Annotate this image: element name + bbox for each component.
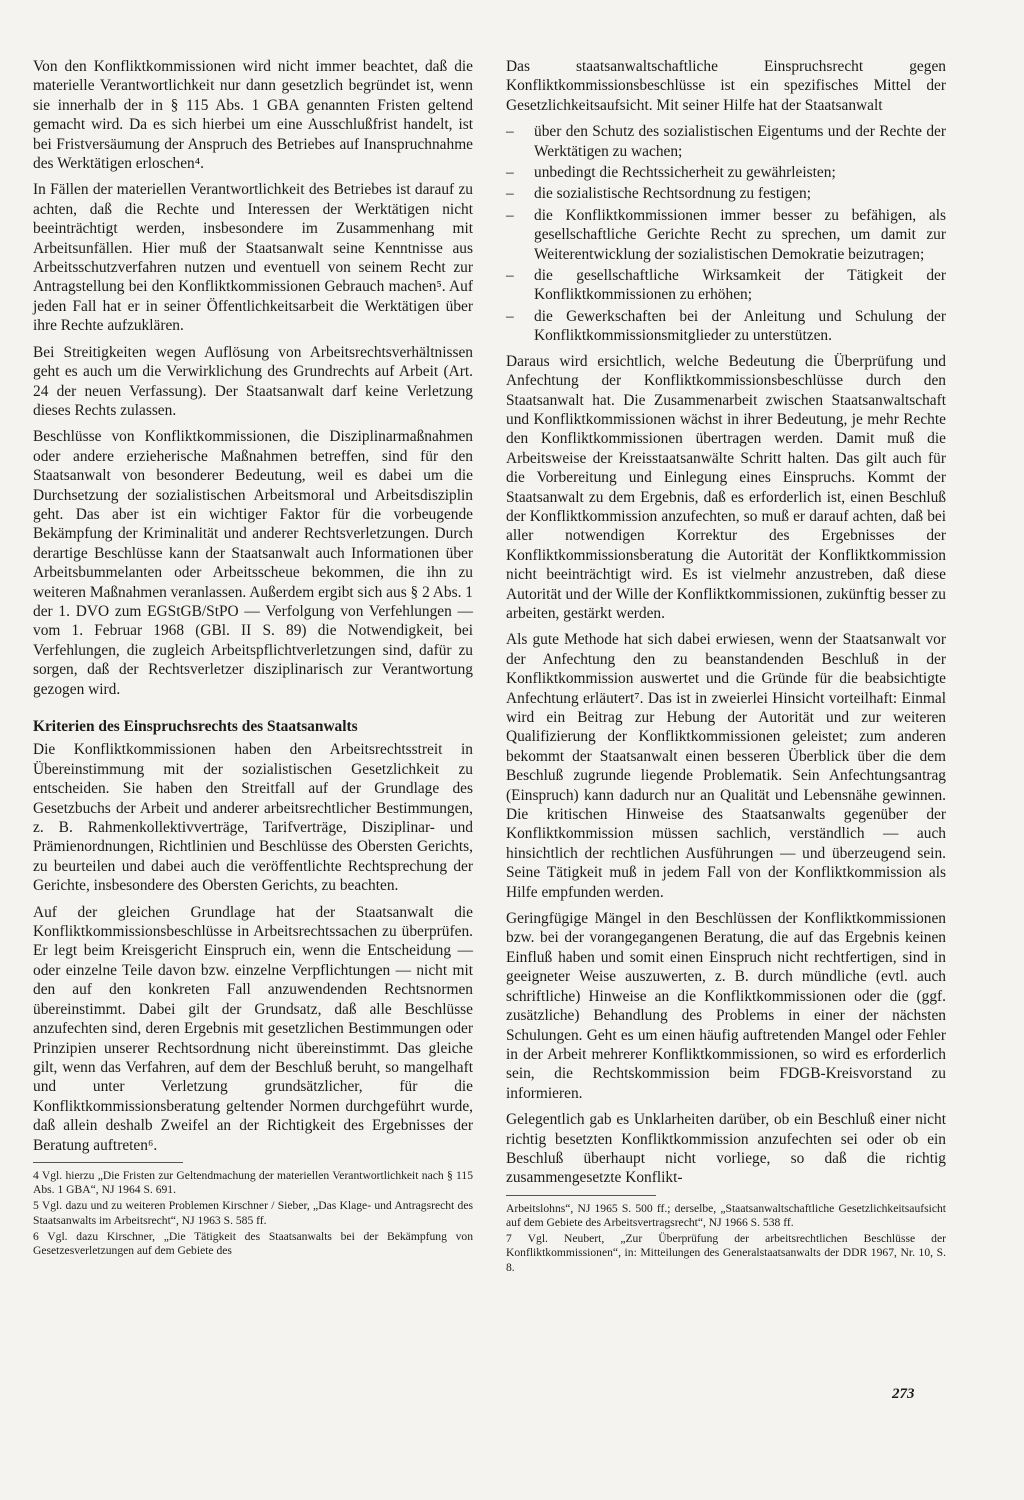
list-item: – die Konfliktkommissionen immer besser zu befähigen, als gesellschaftliche Gerichte Recht zu sprechen, um damit zur Weiterentwicklung der sozialistischen Demokratie beizutragen; bbox=[506, 206, 946, 264]
right-column bbox=[506, 57, 946, 1277]
footnote: 5 Vgl. dazu und zu weiteren Problemen Kirschner / Sieber, „Das Klage- und Antragsrecht des Staatsanwalts im Arbeitsrecht“, NJ 1963 S. 585 ff. bbox=[33, 1199, 473, 1227]
footnote: 7 Vgl. Neubert, „Zur Überprüfung der arbeitsrechtlichen Beschlüsse der Konfliktkommissionen“, in: Mitteilungen des Generalstaatsanwalts der DDR 1967, Nr. 10, S. 8. bbox=[506, 1232, 946, 1274]
paragraph: Das staatsanwaltschaftliche Einspruchsrecht gegen Konfliktkommissionsbeschlüsse ist ein spezifisches Mittel der Gesetzlichkeitsaufsicht. Mit seiner Hilfe hat der Staatsanwalt bbox=[506, 58, 946, 114]
list-item: – die sozialistische Rechtsordnung zu festigen; bbox=[506, 184, 946, 203]
list-item: – über den Schutz des sozialistischen Eigentums und der Rechte der Werktätigen zu wachen; bbox=[506, 122, 946, 161]
paragraph: In Fällen der materiellen Verantwortlichkeit des Betriebes ist darauf zu achten, daß die Rechte und Interessen der Werktätigen nicht beeinträchtigt werden, insbesondere im Zusammenhang mit Arbeitsunfällen. Hier muß der Staatsanwalt seine Kenntnisse aus Arbeitsschutzverfahren nutzen und eventuell von seinem Recht zur Antragstellung bei den Konfliktkommissionen Gebrauch machen⁵. Auf jeden Fall hat er in seiner Öffentlichkeitsarbeit die Werktätigen über ihre Rechte aufzuklären. bbox=[33, 181, 473, 335]
list-item: – unbedingt die Rechtssicherheit zu gewährleisten; bbox=[506, 163, 946, 182]
list-item: – die gesellschaftliche Wirksamkeit der Tätigkeit der Konfliktkommissionen zu erhöhen; bbox=[506, 266, 946, 305]
paragraph: Geringfügige Mängel in den Beschlüssen der Konfliktkommissionen bzw. bei der vorangegangenen Beratung, die auf das Ergebnis keinen Einfluß haben und somit einen Einspruch nicht rechtfertigen, sind in geeigneter Weise auszuwerten, z. B. durch mündliche (evtl. auch schriftliche) Hinweise an die Konfliktkommissionen oder die (ggf. zusätzliche) Behandlung des Problems in einer der nächsten Schulungen. Geht es um einen häufig auftretenden Mangel oder Fehler in der Arbeit mehrerer Konfliktkommissionen, so wird es erforderlich sein, die Rechtskommission beim FDGB-Kreisvorstand zu informieren. bbox=[506, 910, 946, 1102]
paragraph: Gelegentlich gab es Unklarheiten darüber, ob ein Beschluß einer nicht richtig besetzten Konfliktkommission anzufechten sei oder ob ein Beschluß überhaupt nicht vorliege, so daß die richtig zusammengesetzte Konflikt- bbox=[506, 1111, 946, 1187]
footnote: 4 Vgl. hierzu „Die Fristen zur Geltendmachung der materiellen Verantwortlichkeit nach § 115 Abs. 1 GBA“, NJ 1964 S. 691. bbox=[33, 1168, 473, 1197]
paragraph: Daraus wird ersichtlich, welche Bedeutung die Überprüfung und Anfechtung der Konfliktkommissionsbeschlüsse durch den Staatsanwalt hat. Die Zusammenarbeit zwischen Staatsanwaltschaft und Konfliktkommissionen wächst in ihrer Bedeutung, je mehr Rechte den Konfliktkommissionen übertragen werden. Damit muß die Arbeitsweise der Kreisstaatsanwälte Schritt halten. Das gilt auch für die Vorbereitung und Einlegung eines Einspruchs. Kommt der Staatsanwalt zu dem Ergebnis, daß es erforderlich ist, einen Beschluß der Konfliktkommission anzufechten, so muß er darauf achten, daß bei aller notwendigen Korrektur des Ergebnisses der Konfliktkommissionsberatung die Autorität der Konfliktkommission nicht beeinträchtigt wird. Es ist vielmehr anzustreben, daß diese Autorität und der Wille der Konfliktkommissionen, zukünftig besser zu arbeiten, gestärkt werden. bbox=[506, 352, 946, 622]
paragraph: Beschlüsse von Konfliktkommissionen, die Disziplinarmaßnahmen oder andere erzieherische Maßnahmen betreffen, sind für den Staatsanwalt von besonderer Bedeutung, weil es dabei um die Durchsetzung der sozialistischen Arbeitsmoral und Arbeitsdisziplin geht. Das aber ist ein wichtiger Faktor für die vorbeugende Bekämpfung der Kriminalität und anderer Rechtsverletzungen. Durch derartige Beschlüsse kann der Staatsanwalt auch Informationen über Arbeitsbummelanten oder Arbeitsscheue bekommen, die ihn zu weiteren Maßnahmen veranlassen. Außerdem ergibt sich aus § 2 Abs. 1 der 1. DVO zum EGStGB/StPO — Verfolgung von Verfehlungen — vom 1. Februar 1968 (GBl. II S. 89) die Notwendigkeit, bei Verfehlungen, die zugleich Arbeitspflichtverletzungen sind, dafür zu sorgen, daß der Rechtsverletzer disziplinarisch zur Verantwortung gezogen wird. bbox=[33, 428, 473, 698]
footnote-divider bbox=[506, 1195, 656, 1196]
paragraph: Bei Streitigkeiten wegen Auflösung von Arbeitsrechtsverhältnissen geht es auch um die Verwirklichung des Grundrechts auf Arbeit (Art. 24 der neuen Verfassung). Der Staatsanwalt darf keine Verletzung dieses Rechts zulassen. bbox=[33, 343, 473, 419]
page-number: 273 bbox=[892, 1386, 915, 1402]
footnote-divider bbox=[33, 1162, 183, 1163]
section-heading: Kriterien des Einspruchsrechts des Staatsanwalts bbox=[33, 718, 358, 735]
list-item: – die Gewerkschaften bei der Anleitung und Schulung der Konfliktkommissionsmitglieder zu unterstützen. bbox=[506, 307, 946, 346]
paragraph: Von den Konfliktkommissionen wird nicht immer beachtet, daß die materielle Verantwortlichkeit nur dann gesetzlich begründet ist, wenn sie innerhalb der in § 115 Abs. 1 GBA genannten Fristen geltend gemacht wird. Da es sich hierbei um eine Ausschlußfrist handelt, ist bei Fristversäumung der Anspruch des Betriebes auf Inanspruchnahme des Werktätigen erloschen⁴. bbox=[33, 58, 473, 173]
paragraph: Die Konfliktkommissionen haben den Arbeitsrechtsstreit in Übereinstimmung mit der sozialistischen Gesetzlichkeit zu entscheiden. Sie haben den Streitfall auf der Grundlage des Gesetzbuchs der Arbeit und anderer arbeitsrechtlicher Bestimmungen, z. B. Rahmenkollektivverträge, Tarifverträge, Disziplinar- und Prämienordnungen, Richtlinien und Beschlüsse des Obersten Gerichts, zu beurteilen und dabei auch die veröffentlichte Rechtsprechung der Gerichte, insbesondere des Obersten Gerichts, zu beachten. bbox=[33, 741, 473, 895]
left-column bbox=[33, 57, 473, 1260]
dash-list bbox=[506, 122, 946, 345]
paragraph: Auf der gleichen Grundlage hat der Staatsanwalt die Konfliktkommissionsbeschlüsse in Arbeitsrechtssachen zu überprüfen. Er legt beim Kreisgericht Einspruch ein, wenn die Entscheidung — oder einzelne Teile davon bzw. einzelne Verpflichtungen — nicht mit den auf den konkreten Fall anzuwendenden Rechtsnormen übereinstimmt. Dabei gilt der Grundsatz, daß alle Beschlüsse anzufechten sind, deren Ergebnis mit gesetzlichen Bestimmungen oder Prinzipien unserer Rechtsordnung nicht übereinstimmt. Das gleiche gilt, wenn das Verfahren, auf dem der Beschluß beruht, so mangelhaft und unter Verletzung grundsätzlicher, für die Konfliktkommissionsberatung geltender Normen durchgeführt wurde, daß allein deshalb Zweifel an der Richtigkeit des Ergebnisses der Beratung auftreten⁶. bbox=[33, 903, 473, 1154]
paragraph: Als gute Methode hat sich dabei erwiesen, wenn der Staatsanwalt vor der Anfechtung den zu beanstandenden Beschluß in der Konfliktkommission auswertet und die Gründe für die beabsichtigte Anfechtung erläutert⁷. Das ist in zweierlei Hinsicht vorteilhaft: Einmal wird ein Beitrag zur Hebung der Autorität und zur weiteren Qualifizierung der Konfliktkommissionen geleistet; zum anderen bekommt der Staatsanwalt einen besseren Überblick über die dem Beschluß zugrunde liegende Problematik. Sein Anfechtungsantrag (Einspruch) kann dadurch nur an Qualität und Lebensnähe gewinnen. Die kritischen Hinweise des Staatsanwalts gegenüber der Konfliktkommission müssen sachlich, verständlich — auch hinsichtlich der rechtlichen Ausführungen — und überzeugend sein. Seine Tätigkeit muß in jedem Fall von der Konfliktkommission als Hilfe empfunden werden. bbox=[506, 631, 946, 901]
footnote: 6 Vgl. dazu Kirschner, „Die Tätigkeit des Staatsanwalts bei der Bekämpfung von Gesetzesverletzungen auf dem Gebiete des bbox=[33, 1229, 473, 1257]
footnote: Arbeitslohns“, NJ 1965 S. 500 ff.; derselbe, „Staatsanwaltschaftliche Gesetzlichkeitsaufsicht auf dem Gebiete des Arbeitsvertragsrecht“, NJ 1966 S. 538 ff. bbox=[506, 1201, 946, 1229]
